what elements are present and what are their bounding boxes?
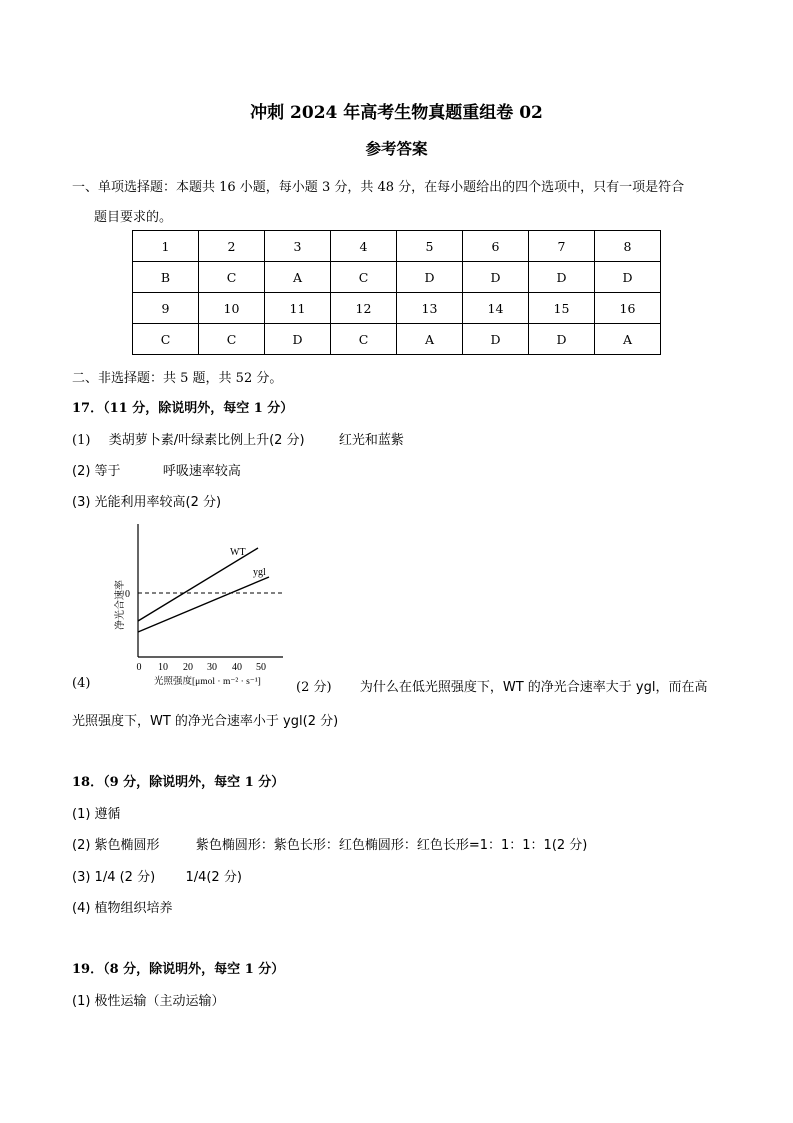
- q18-answer-2: [72, 834, 587, 853]
- q18-header: 18．（9 分，除说明外，每空 1 分）: [72, 775, 285, 790]
- table-cell: 14: [463, 293, 529, 324]
- q17-answer-1: [72, 429, 404, 448]
- light-response-graph: [108, 520, 293, 690]
- table-cell: D: [529, 262, 595, 293]
- table-cell: 5: [397, 231, 463, 262]
- q17-answer-2: [72, 460, 241, 479]
- page-subtitle: 参考答案: [365, 139, 428, 158]
- x-tick-label: 40: [232, 662, 242, 673]
- q17-a1-label: (1): [72, 433, 91, 448]
- page-title: 冲刺 2024 年高考生物真题重组卷 02: [250, 103, 543, 123]
- x-axis-label: 光照强度[μmol · m⁻² · s⁻¹]: [154, 677, 261, 687]
- q18-a2-label: (2) 紫色椭圆形: [72, 838, 160, 853]
- q17-a4-label: (4): [72, 676, 91, 691]
- x-tick-label: 50: [256, 662, 266, 673]
- table-cell: 1: [133, 231, 199, 262]
- table-cell: C: [331, 324, 397, 355]
- table-cell: 4: [331, 231, 397, 262]
- section1-intro-line2: 题目要求的。: [94, 210, 173, 225]
- table-cell: C: [199, 324, 265, 355]
- table-cell: D: [529, 324, 595, 355]
- table-cell: 11: [265, 293, 331, 324]
- q19-answer-1: (1) 极性运输（主动运输）: [72, 994, 225, 1009]
- table-row: [133, 293, 661, 324]
- table-cell: 6: [463, 231, 529, 262]
- wt-line: [138, 548, 258, 621]
- q17-a4-score: (2 分): [296, 680, 332, 695]
- section1-intro-line1: 一、单项选择题：本题共 16 小题，每小题 3 分，共 48 分，在每小题给出的四个选项中，只有一项是符合: [72, 180, 685, 195]
- section2-intro: 二、非选择题：共 5 题，共 52 分。: [72, 371, 283, 386]
- q17-a2-label: (2) 等于: [72, 464, 121, 479]
- q17-a2-part2: 呼吸速率较高: [162, 464, 241, 479]
- q17-a1-part1: 类胡萝卜素/叶绿素比例上升(2 分): [108, 433, 305, 448]
- q18-answer-4: (4) 植物组织培养: [72, 901, 173, 916]
- ygl-label: ygl: [253, 567, 266, 578]
- answer-table: [132, 230, 661, 355]
- x-tick-label: 20: [183, 662, 193, 673]
- table-cell: D: [265, 324, 331, 355]
- table-cell: A: [397, 324, 463, 355]
- q17-a4-text2: 光照强度下，WT 的净光合速率小于 ygl(2 分): [72, 714, 339, 729]
- table-cell: 13: [397, 293, 463, 324]
- table-cell: 3: [265, 231, 331, 262]
- table-cell: 9: [133, 293, 199, 324]
- y-axis-label: 净光合速率: [115, 580, 126, 630]
- table-cell: D: [463, 324, 529, 355]
- q18-answer-1: (1) 遵循: [72, 807, 121, 822]
- table-cell: D: [595, 262, 661, 293]
- q17-answer-3: (3) 光能利用率较高(2 分): [72, 495, 222, 510]
- table-cell: B: [133, 262, 199, 293]
- q18-a2-part2: 紫色椭圆形：紫色长形：红色椭圆形：红色长形=1：1：1：1(2 分): [195, 838, 588, 853]
- table-cell: 2: [199, 231, 265, 262]
- table-row: [133, 324, 661, 355]
- q18-a3-label: (3) 1/4 (2 分): [72, 870, 156, 885]
- q19-header: 19．（8 分，除说明外，每空 1 分）: [72, 962, 285, 977]
- ygl-line: [138, 577, 269, 632]
- x-tick-label: 10: [158, 662, 168, 673]
- q17-a4-text1: 为什么在低光照强度下，WT 的净光合速率大于 ygl，而在高: [359, 680, 708, 695]
- x-tick-label: 30: [207, 662, 217, 673]
- q18-answer-3: [72, 866, 242, 885]
- q17-header: 17．（11 分，除说明外，每空 1 分）: [72, 401, 294, 416]
- table-cell: C: [331, 262, 397, 293]
- table-cell: D: [397, 262, 463, 293]
- table-cell: 16: [595, 293, 661, 324]
- table-cell: 15: [529, 293, 595, 324]
- table-cell: 12: [331, 293, 397, 324]
- q18-a3-part2: 1/4(2 分): [185, 870, 242, 885]
- zero-label: 0: [125, 589, 130, 600]
- table-cell: D: [463, 262, 529, 293]
- table-cell: C: [199, 262, 265, 293]
- table-row: [133, 231, 661, 262]
- q17-answer-4: [296, 676, 707, 695]
- table-row: [133, 262, 661, 293]
- table-cell: 7: [529, 231, 595, 262]
- table-cell: A: [595, 324, 661, 355]
- wt-label: WT: [230, 547, 246, 558]
- table-cell: 8: [595, 231, 661, 262]
- table-cell: A: [265, 262, 331, 293]
- table-cell: 10: [199, 293, 265, 324]
- q17-a1-part2: 红光和蓝紫: [338, 433, 404, 448]
- table-cell: C: [133, 324, 199, 355]
- x-tick-label: 0: [136, 662, 142, 673]
